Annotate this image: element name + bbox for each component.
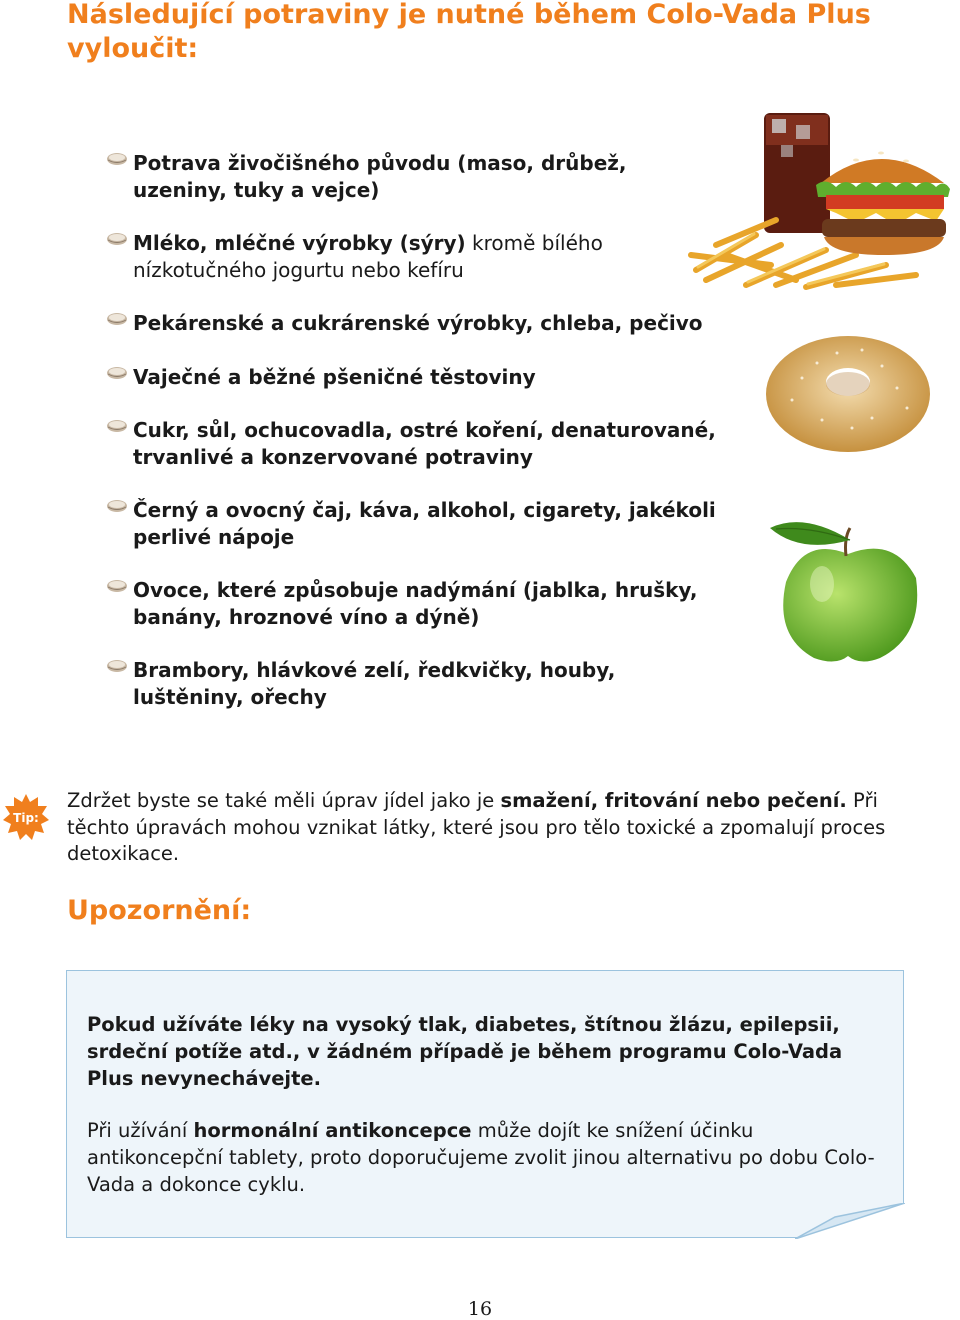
list-item-bold: Pekárenské a cukrárenské výrobky, chleba, pečivo: [133, 311, 703, 335]
list-item: [106, 497, 726, 550]
pill-bullet-icon: [106, 419, 128, 433]
fast-food-illustration: [686, 105, 956, 295]
list-item: [106, 364, 726, 391]
list-item-bold: Brambory, hlávkové zelí, ředkvičky, houby, luštěniny, ořechy: [133, 658, 616, 709]
tip-text-before: Zdržet byste se také měli úprav jídel jako je: [67, 789, 501, 812]
pill-bullet-icon: [106, 366, 128, 380]
list-item-bold: Mléko, mléčné výrobky (sýry): [133, 231, 466, 255]
pill-bullet-icon: [106, 232, 128, 246]
page-number: 16: [467, 1298, 493, 1320]
list-item: [106, 577, 726, 630]
list-item-bold: Ovoce, které způsobuje nadýmání (jablka, hrušky, banány, hroznové víno a dýně): [133, 578, 698, 629]
list-item-bold: Vaječné a běžné pšeničné těstoviny: [133, 364, 536, 389]
excluded-foods-list: [106, 150, 726, 710]
tip-badge-label: Tip:: [13, 811, 39, 825]
warning-para-after: může dojít ke snížení účinku antikoncepční tablety, proto doporučujeme zvolit jinou alternativu po dobu Colo-Vada a dokonce cyklu.: [87, 1119, 875, 1196]
warning-para-bold: hormonální antikoncepce: [193, 1119, 472, 1142]
warning-strong-text: Pokud užíváte léky na vysoký tlak, diabetes, štítnou žlázu, epilepsii, srdeční potíže atd., v žádném případě je během programu Colo-Vada Plus nevynechávejte.: [87, 1013, 843, 1090]
warning-box: [66, 970, 904, 1238]
main-heading: Následující potraviny je nutné během Colo-Vada Plus vyloučit:: [67, 0, 871, 64]
warning-heading: Upozornění:: [67, 895, 252, 926]
list-item: [106, 310, 726, 337]
list-item: [106, 417, 726, 470]
tip-text: [67, 788, 907, 868]
list-item: [106, 657, 726, 710]
pill-bullet-icon: [106, 659, 128, 673]
tip-text-bold: smažení, fritování nebo pečení.: [500, 789, 847, 812]
list-item-bold: Cukr, sůl, ochucovadla, ostré koření, denaturované, trvanlivé a konzervované potraviny: [133, 418, 716, 469]
warning-para-before: Při užívání: [87, 1119, 194, 1142]
donut-illustration: [762, 328, 934, 456]
list-item-bold: Potrava živočišného původu (maso, drůbež, uzeniny, tuky a vejce): [133, 151, 627, 202]
pill-bullet-icon: [106, 152, 128, 166]
pill-bullet-icon: [106, 499, 128, 513]
list-item-normal: kromě bílého nízkotučného jogurtu nebo kefíru: [133, 231, 603, 282]
pill-bullet-icon: [106, 579, 128, 593]
page-fold-corner: [795, 1203, 905, 1239]
list-item: [106, 150, 726, 203]
list-item-bold: Černý a ovocný čaj, káva, alkohol, cigarety, jakékoli perlivé nápoje: [133, 498, 716, 549]
pill-bullet-icon: [106, 312, 128, 326]
tip-text-after: Při těchto úpravách mohou vznikat látky, které jsou pro tělo toxické a zpomalují proces detoxikace.: [67, 789, 886, 865]
warning-contraception-text: [87, 1117, 877, 1198]
tip-starburst-icon: [2, 793, 50, 841]
list-item: [106, 230, 726, 283]
green-apple-illustration: [764, 518, 924, 668]
